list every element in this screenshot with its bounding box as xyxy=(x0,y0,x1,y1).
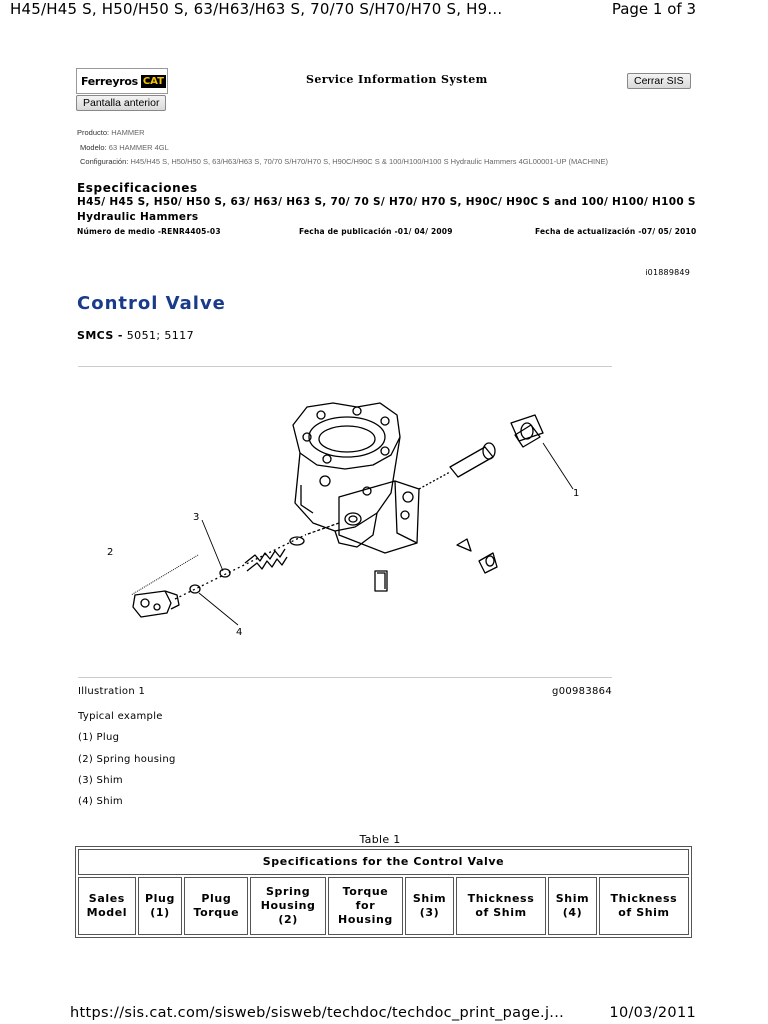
divider-top xyxy=(78,366,612,367)
print-header-title: H45/H45 S, H50/H50 S, 63/H63/H63 S, 70/70 S/H70/H70 S, H9... xyxy=(10,0,503,18)
spec-subtitle-line2: Hydraulic Hammers xyxy=(77,211,199,223)
back-button[interactable]: Pantalla anterior xyxy=(76,95,166,111)
label-shim-4: 4 xyxy=(236,627,243,638)
col-spring-housing: Spring Housing (2) xyxy=(250,877,325,935)
product-value: HAMMER xyxy=(111,128,145,137)
reference-id: i01889849 xyxy=(645,268,690,277)
illustration-label: Illustration 1 xyxy=(78,686,146,697)
spec-table xyxy=(75,846,692,938)
logo-text: Ferreyros xyxy=(81,74,138,88)
update-date: Fecha de actualización -07/ 05/ 2010 xyxy=(535,227,697,236)
config-label: Configuración: xyxy=(80,157,129,166)
smcs-label: SMCS - xyxy=(77,329,123,342)
col-plug-torque: Plug Torque xyxy=(184,877,248,935)
product-label: Producto: xyxy=(77,128,110,137)
print-footer-date: 10/03/2011 xyxy=(609,1005,696,1021)
label-shim-3: 3 xyxy=(193,512,200,523)
callout-shim-3: (3) Shim xyxy=(78,775,123,786)
smcs-line xyxy=(77,329,194,342)
table-title-row xyxy=(78,849,689,875)
system-title: Service Information System xyxy=(306,73,488,86)
product-line xyxy=(77,128,145,137)
table-caption: Table 1 xyxy=(359,833,401,846)
publication-date: Fecha de publicación -01/ 04/ 2009 xyxy=(299,227,453,236)
col-plug: Plug (1) xyxy=(138,877,183,935)
spec-subtitle xyxy=(77,195,696,225)
table-title: Specifications for the Control Valve xyxy=(78,849,689,875)
config-value: H45/H45 S, H50/H50 S, 63/H63/H63 S, 70/70 S/H70/H70 S, H90C/H90C S & 100/H100/H100 S Hydraulic Hammers 4GL00001-UP (MACHINE) xyxy=(130,157,609,166)
col-torque-housing: Torque for Housing xyxy=(328,877,403,935)
callout-spring-housing: (2) Spring housing xyxy=(78,754,176,765)
close-sis-button[interactable]: Cerrar SIS xyxy=(627,73,691,89)
ferreyros-cat-logo xyxy=(76,68,168,94)
col-thickness-shim-4: Thickness of Shim xyxy=(599,877,689,935)
print-header-page: Page 1 of 3 xyxy=(611,0,696,18)
illustration-caption: Typical example xyxy=(78,711,163,722)
model-value: 63 HAMMER 4GL xyxy=(108,143,169,152)
divider-bottom xyxy=(78,677,612,678)
label-plug-1: 1 xyxy=(573,488,580,499)
illustration-id: g00983864 xyxy=(552,686,612,697)
config-line xyxy=(80,157,696,166)
col-thickness-shim-3: Thickness of Shim xyxy=(456,877,546,935)
label-spring-housing-2: 2 xyxy=(107,547,114,558)
col-sales-model: Sales Model xyxy=(78,877,136,935)
control-valve-illustration xyxy=(95,385,605,655)
col-shim-4: Shim (4) xyxy=(548,877,597,935)
callout-plug: (1) Plug xyxy=(78,732,120,743)
model-label: Modelo: xyxy=(80,143,107,152)
spec-subtitle-line1: H45/ H45 S, H50/ H50 S, 63/ H63/ H63 S, 70/ 70 S/ H70/ H70 S, H90C/ H90C S and 100/ H100/ H100 S xyxy=(77,196,696,208)
smcs-value: 5051; 5117 xyxy=(122,329,194,342)
model-line xyxy=(80,143,169,152)
article-title: Control Valve xyxy=(77,293,226,314)
col-shim-3: Shim (3) xyxy=(405,877,454,935)
cat-logo: CAT xyxy=(142,75,164,87)
callout-shim-4: (4) Shim xyxy=(78,796,123,807)
media-number: Número de medio -RENR4405-03 xyxy=(77,227,221,236)
spec-heading: Especificaciones xyxy=(77,181,198,195)
print-footer-url: https://sis.cat.com/sisweb/sisweb/techdoc/techdoc_print_page.j... xyxy=(70,1005,565,1021)
table-header-row xyxy=(78,877,689,935)
